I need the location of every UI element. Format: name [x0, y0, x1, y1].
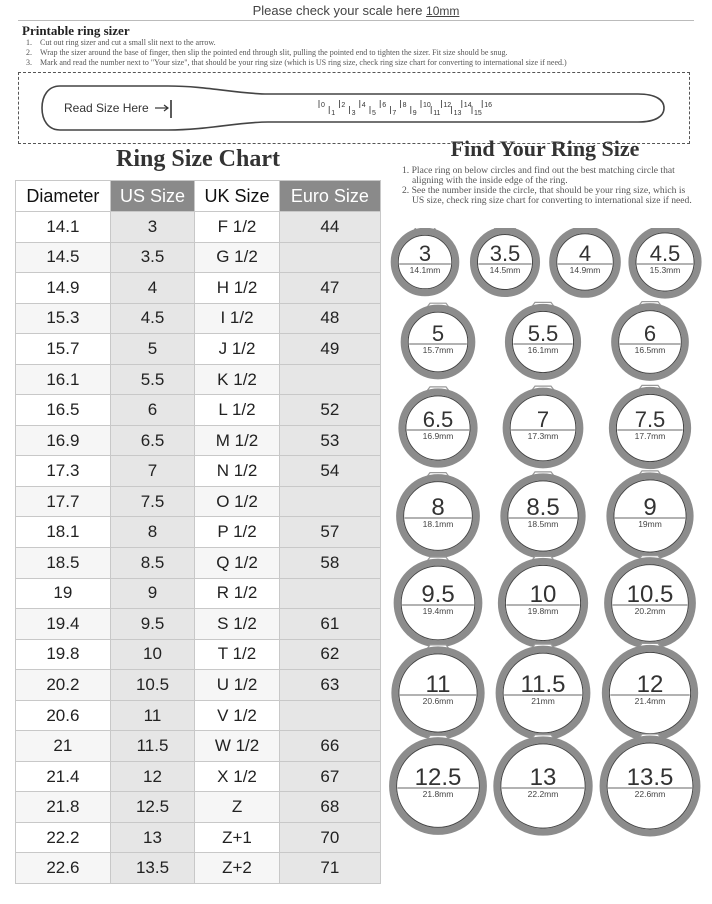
finder-title: Find Your Ring Size	[450, 136, 640, 161]
cell-us-size: 6	[110, 395, 195, 426]
cell-us-size: 10	[110, 639, 195, 670]
ring-size-label: 4	[578, 241, 592, 266]
ring-size-label: 8	[431, 494, 445, 521]
cell-uk-size: K 1/2	[195, 364, 280, 395]
ring-mm-label: 16.9mm	[422, 431, 454, 441]
sizer-step-2: 2. Wrap the sizer around the base of finger, then slip the pointed end through slit, pulling the pointed end to tighten the sizer. Fit size should be snug.	[26, 48, 508, 57]
cell-diameter: 16.1	[16, 364, 111, 395]
sizer-tick-label: 4	[361, 102, 366, 109]
cell-uk-size: O 1/2	[195, 486, 280, 517]
ring-size-label: 11.5	[520, 671, 566, 698]
ring-mm-label: 21mm	[531, 696, 555, 706]
cell-uk-size: T 1/2	[195, 639, 280, 670]
cell-uk-size: P 1/2	[195, 517, 280, 548]
cell-diameter: 16.5	[16, 395, 111, 426]
read-size-text: Read Size Here	[64, 101, 149, 115]
sizer-step-1: 1. Cut out ring sizer and cut a small slit next to the arrow.	[26, 38, 216, 47]
ring-circle	[400, 473, 477, 555]
finder-instruction-1: 1. Place ring on below circles and find out the best matching circle that aligning with the inside edge of the ring.	[402, 165, 675, 186]
ring-mm-label: 20.6mm	[422, 696, 454, 706]
cell-diameter: 14.1	[16, 212, 111, 243]
ring-circle	[603, 734, 697, 833]
table-row	[16, 364, 381, 395]
cell-euro-size: 53	[279, 425, 380, 456]
cell-diameter: 14.9	[16, 273, 111, 304]
cell-uk-size: N 1/2	[195, 456, 280, 487]
ring-size-label: 4.5	[649, 241, 681, 266]
cell-diameter: 14.5	[16, 242, 111, 273]
cell-uk-size: Z+1	[195, 822, 280, 853]
cell-us-size: 4.5	[110, 303, 195, 334]
cell-us-size: 13	[110, 822, 195, 853]
cell-us-size: 7	[110, 456, 195, 487]
table-row	[16, 242, 381, 273]
ring-circle	[632, 228, 698, 295]
ring-circle	[395, 645, 481, 736]
cell-diameter: 19.8	[16, 639, 111, 670]
cell-euro-size	[279, 364, 380, 395]
cell-uk-size: S 1/2	[195, 609, 280, 640]
ring-size-label: 8.5	[526, 494, 560, 521]
ring-circle	[473, 228, 536, 294]
table-header-row	[16, 181, 381, 212]
cell-euro-size	[279, 578, 380, 609]
table-row	[16, 395, 381, 426]
header-us-size: US Size	[110, 181, 195, 212]
cell-euro-size: 49	[279, 334, 380, 365]
cell-euro-size: 66	[279, 731, 380, 762]
sizer-tick-label: 0	[321, 102, 325, 109]
table-row	[16, 273, 381, 304]
cell-diameter: 19.4	[16, 609, 111, 640]
table-row	[16, 517, 381, 548]
table-row	[16, 822, 381, 853]
sizer-tick-label: 16	[484, 102, 492, 109]
ring-size-label: 5	[431, 321, 445, 346]
ring-circle	[501, 556, 584, 644]
table-row	[16, 212, 381, 243]
cell-euro-size	[279, 486, 380, 517]
cell-uk-size: F 1/2	[195, 212, 280, 243]
cell-us-size: 13.5	[110, 853, 195, 884]
sizer-tick-label: 6	[382, 102, 387, 109]
cell-euro-size: 52	[279, 395, 380, 426]
finder-instruction-2: 2. See the number inside the circle, that should be your ring size, which is US size, check ring size chart for converting to international size if need.	[402, 185, 692, 206]
ring-size-label: 7	[536, 407, 550, 432]
cell-us-size: 3.5	[110, 242, 195, 273]
ring-size-label: 5.5	[527, 321, 559, 346]
ring-mm-label: 14.9mm	[569, 265, 601, 275]
sizer-tick-label: 11	[433, 110, 441, 117]
table-row	[16, 303, 381, 334]
ring-mm-label: 15.3mm	[649, 265, 681, 275]
ring-mm-label: 17.7mm	[634, 431, 666, 441]
cell-uk-size: V 1/2	[195, 700, 280, 731]
ring-size-label: 12.5	[414, 764, 462, 791]
ring-size-label: 6	[643, 321, 657, 346]
cell-euro-size	[279, 700, 380, 731]
cell-uk-size: I 1/2	[195, 303, 280, 334]
ring-mm-label: 22.2mm	[527, 789, 559, 799]
ring-mm-label: 18.5mm	[527, 519, 559, 529]
ring-mm-label: 16.1mm	[527, 345, 559, 355]
header-diameter: Diameter	[16, 181, 111, 212]
cell-diameter: 21.4	[16, 761, 111, 792]
cell-us-size: 4	[110, 273, 195, 304]
ring-size-label: 6.5	[422, 407, 454, 432]
ring-circle	[612, 385, 687, 465]
cell-uk-size: M 1/2	[195, 425, 280, 456]
ring-size-label: 13.5	[626, 764, 674, 791]
cell-diameter: 18.1	[16, 517, 111, 548]
ring-mm-label: 19.4mm	[422, 606, 454, 616]
ring-mm-label: 18.1mm	[422, 519, 454, 529]
cell-euro-size: 44	[279, 212, 380, 243]
sizer-title: Printable ring sizer	[22, 23, 130, 38]
cell-diameter: 19	[16, 578, 111, 609]
table-row	[16, 548, 381, 579]
cell-euro-size: 54	[279, 456, 380, 487]
ring-circle	[402, 387, 474, 464]
ring-mm-label: 21.4mm	[634, 696, 666, 706]
cell-euro-size: 63	[279, 670, 380, 701]
cell-euro-size: 47	[279, 273, 380, 304]
cell-us-size: 12.5	[110, 792, 195, 823]
cell-euro-size: 67	[279, 761, 380, 792]
ring-size-label: 13	[529, 764, 557, 791]
ring-circle	[394, 228, 456, 293]
cell-us-size: 8	[110, 517, 195, 548]
table-row	[16, 334, 381, 365]
ring-mm-label: 19mm	[638, 519, 662, 529]
sizer-tick-label: 1	[331, 110, 336, 117]
table-row	[16, 853, 381, 884]
ring-circle	[610, 471, 690, 556]
cell-diameter: 15.7	[16, 334, 111, 365]
cell-uk-size: W 1/2	[195, 731, 280, 762]
ring-size-label: 10.5	[626, 581, 674, 608]
cell-diameter: 22.6	[16, 853, 111, 884]
cell-euro-size: 68	[279, 792, 380, 823]
cell-euro-size: 70	[279, 822, 380, 853]
sizer-step-3: 3. Mark and read the number next to "Your size", that should be your ring size (which is US ring size, check ring size chart for converting to international size if need.)	[26, 58, 567, 67]
cell-us-size: 9	[110, 578, 195, 609]
header-uk-size: UK Size	[195, 181, 280, 212]
cell-euro-size: 58	[279, 548, 380, 579]
ring-mm-label: 22.6mm	[634, 789, 666, 799]
ring-size-label: 11	[425, 671, 451, 698]
sizer-step-text: Cut out ring sizer and cut a small slit next to the arrow.	[40, 38, 216, 47]
cell-euro-size: 71	[279, 853, 380, 884]
sizer-tick-label: 12	[443, 102, 452, 109]
cell-diameter: 20.2	[16, 670, 111, 701]
table-row	[16, 486, 381, 517]
cell-euro-size: 61	[279, 609, 380, 640]
table-row	[16, 761, 381, 792]
cell-euro-size: 48	[279, 303, 380, 334]
cell-us-size: 5	[110, 334, 195, 365]
table-row	[16, 670, 381, 701]
ring-size-label: 9	[643, 494, 657, 521]
cell-uk-size: U 1/2	[195, 670, 280, 701]
ring-mm-label: 14.1mm	[409, 265, 441, 275]
cell-diameter: 15.3	[16, 303, 111, 334]
ring-size-table	[15, 180, 381, 884]
sizer-tick-label: 2	[341, 102, 346, 109]
cell-uk-size: Z+2	[195, 853, 280, 884]
scale-note	[0, 3, 712, 18]
cell-euro-size: 57	[279, 517, 380, 548]
cell-diameter: 18.5	[16, 548, 111, 579]
cell-diameter: 17.3	[16, 456, 111, 487]
ring-circle	[397, 557, 479, 644]
cell-diameter: 22.2	[16, 822, 111, 853]
ring-size-label: 10	[529, 581, 557, 608]
cell-uk-size: H 1/2	[195, 273, 280, 304]
scale-note-text: Please check your scale here	[252, 3, 423, 18]
cell-diameter: 16.9	[16, 425, 111, 456]
cell-us-size: 12	[110, 761, 195, 792]
cell-diameter: 17.7	[16, 486, 111, 517]
ring-sizer-strip	[38, 80, 678, 136]
ring-circle	[506, 386, 580, 465]
chart-title: Ring Size Chart	[116, 146, 280, 172]
cell-us-size: 7.5	[110, 486, 195, 517]
cell-uk-size: Z	[195, 792, 280, 823]
sizer-tick-label: 8	[402, 102, 407, 109]
sizer-tick-label: 7	[392, 110, 397, 117]
ring-circle	[404, 303, 472, 376]
sizer-tick-label: 3	[351, 110, 356, 117]
cell-diameter: 21.8	[16, 792, 111, 823]
cell-euro-size: 62	[279, 639, 380, 670]
ring-circle	[615, 302, 686, 378]
cell-uk-size: R 1/2	[195, 578, 280, 609]
sizer-tick-label: 10	[423, 102, 431, 109]
cell-us-size: 11.5	[110, 731, 195, 762]
table-row	[16, 639, 381, 670]
sizer-step-text: Wrap the sizer around the base of finger, then slip the pointed end through slit, pulling the pointed end to tighten the sizer. Fit size should be snug.	[40, 48, 508, 57]
table-row	[16, 456, 381, 487]
cell-us-size: 11	[110, 700, 195, 731]
cell-diameter: 21	[16, 731, 111, 762]
cell-us-size: 3	[110, 212, 195, 243]
ring-mm-label: 19.8mm	[527, 606, 559, 616]
cell-us-size: 9.5	[110, 609, 195, 640]
ring-size-label: 7.5	[634, 407, 666, 432]
cell-uk-size: Q 1/2	[195, 548, 280, 579]
cell-us-size: 8.5	[110, 548, 195, 579]
ring-circle	[553, 228, 618, 294]
cell-us-size: 5.5	[110, 364, 195, 395]
table-row	[16, 578, 381, 609]
ring-circle	[605, 643, 694, 737]
ring-mm-label: 15.7mm	[422, 345, 454, 355]
header-euro-size: Euro Size	[279, 181, 380, 212]
ring-size-label: 3	[418, 241, 432, 266]
ring-size-label: 3.5	[489, 241, 521, 266]
cell-euro-size	[279, 242, 380, 273]
ring-circle	[504, 472, 582, 555]
cell-uk-size: J 1/2	[195, 334, 280, 365]
table-row	[16, 425, 381, 456]
ring-size-label: 12	[636, 671, 664, 698]
ring-size-label: 9.5	[421, 581, 455, 608]
cell-uk-size: G 1/2	[195, 242, 280, 273]
sizer-tick-label: 9	[412, 110, 417, 117]
ring-mm-label: 16.5mm	[634, 345, 666, 355]
ring-circle	[608, 556, 693, 646]
sizer-tick-label: 15	[474, 110, 482, 117]
table-body	[16, 212, 381, 884]
ring-mm-label: 17.3mm	[527, 431, 559, 441]
sizer-step-text: Mark and read the number next to "Your size", that should be your ring size (which is US ring size, check ring size chart for converting to international size if need.)	[40, 58, 567, 67]
table-row	[16, 731, 381, 762]
sizer-tick-label: 5	[372, 110, 376, 117]
scale-measure: 10mm	[426, 4, 460, 18]
cell-uk-size: X 1/2	[195, 761, 280, 792]
ring-circle	[499, 644, 587, 737]
sizer-tick-label: 13	[453, 110, 462, 117]
ring-mm-label: 21.8mm	[422, 789, 454, 799]
table-row	[16, 609, 381, 640]
cell-diameter: 20.6	[16, 700, 111, 731]
cell-uk-size: L 1/2	[195, 395, 280, 426]
cell-us-size: 6.5	[110, 425, 195, 456]
ring-circle	[393, 736, 484, 832]
sizer-tick-label: 14	[463, 102, 472, 109]
table-row	[16, 792, 381, 823]
cell-us-size: 10.5	[110, 670, 195, 701]
ring-mm-label: 14.5mm	[489, 265, 521, 275]
ring-circle	[508, 302, 577, 376]
table-row	[16, 700, 381, 731]
finder-instructions	[402, 166, 698, 206]
ring-circles	[380, 228, 710, 898]
ring-mm-label: 20.2mm	[634, 606, 666, 616]
ring-circle	[497, 735, 589, 832]
